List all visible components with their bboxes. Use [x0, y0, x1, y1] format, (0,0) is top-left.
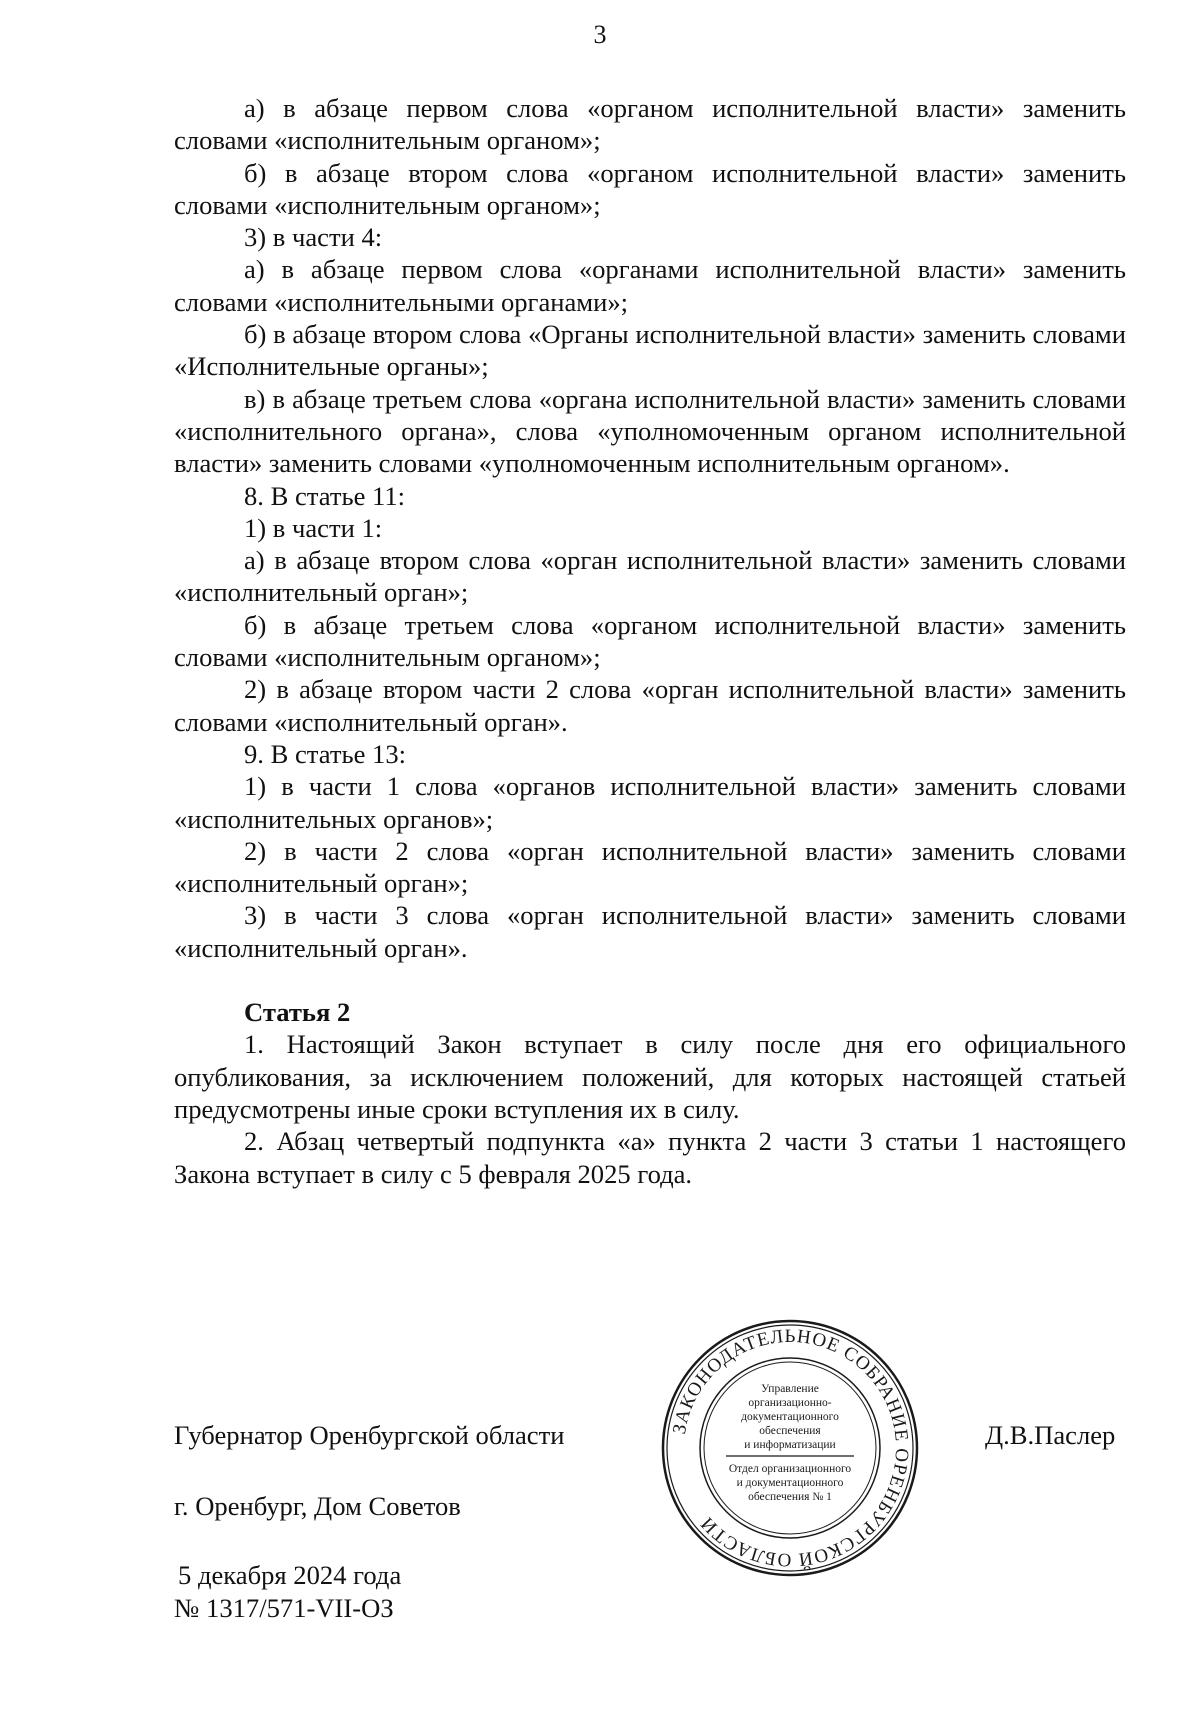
paragraph: а) в абзаце втором слова «орган исполнительной власти» заменить словами «исполнительный орган»; — [174, 545, 1126, 608]
paragraph: 1) в части 1: — [244, 512, 383, 543]
seal-outer-text: ЗАКОНОДАТЕЛЬНОЕ СОБРАНИЕ ОРЕНБУРГСКОЙ ОБЛАСТИ — [668, 1325, 913, 1571]
paragraph: 3) в части 4: — [244, 222, 383, 253]
paragraph: 2) в части 2 слова «орган исполнительной власти» заменить словами «исполнительный орган»; — [174, 835, 1126, 899]
paragraph: 2. Абзац четвертый подпункта «а» пункта 2 части 3 статьи 1 настоящего Закона вступает в силу с 5 февраля 2025 года. — [174, 1126, 1126, 1189]
signatory-name: Д.В.Паслер — [985, 1420, 1116, 1450]
page-number: 3 — [593, 20, 607, 49]
paragraph: б) в абзаце втором слова «Органы исполнительной власти» заменить словами «Исполнительные органы»; — [174, 319, 1126, 382]
paragraph: а) в абзаце первом слова «органом исполнительной власти» заменить словами «исполнительным органом»; — [174, 93, 1126, 156]
seal-inner-line: Управление — [761, 1383, 819, 1395]
law-number: № 1317/571-VII-ОЗ — [174, 1593, 394, 1623]
paragraph: 1) в части 1 слова «органов исполнительной власти» заменить словами «исполнительных органов»; — [174, 771, 1126, 834]
official-seal — [660, 1318, 920, 1578]
paragraph: 2) в абзаце втором части 2 слова «орган исполнительной власти» заменить словами «исполнительный орган». — [174, 674, 1126, 737]
paragraph: в) в абзаце третьем слова «органа исполнительной власти» заменить словами «исполнительного органа», слова «уполномоченным органом исполнительной власти» заменить словами «уполномоченным исполнительным органом». — [174, 383, 1126, 479]
seal-inner-line: и информатизации — [744, 1439, 836, 1451]
paragraph: б) в абзаце третьем слова «органом исполнительной власти» заменить словами «исполнительным органом»; — [174, 609, 1126, 673]
seal-inner-line: и документационного — [736, 1477, 844, 1489]
article-heading: Статья 2 — [244, 997, 351, 1028]
seal-inner-line: организационно- — [748, 1397, 832, 1409]
signing-date: 5 декабря 2024 года — [178, 1560, 402, 1590]
paragraph: а) в абзаце первом слова «органами исполнительной власти» заменить словами «исполнительными органами»; — [174, 254, 1126, 317]
seal-inner-line: документационного — [741, 1411, 839, 1423]
paragraph: 1. Настоящий Закон вступает в силу после дня его официального опубликования, за исключением положений, для которых настоящей статьей предусмотрены иные сроки вступления их в силу. — [174, 1029, 1126, 1124]
paragraph: 3) в части 3 слова «орган исполнительной власти» заменить словами «исполнительный орган». — [174, 900, 1126, 963]
paragraph: б) в абзаце втором слова «органом исполнительной власти» заменить словами «исполнительным органом»; — [174, 157, 1126, 220]
seal-inner-line: Отдел организационного — [728, 1463, 852, 1475]
paragraph: 9. В статье 13: — [244, 738, 407, 769]
seal-inner-line: обеспечения № 1 — [748, 1491, 832, 1503]
seal-inner-line: обеспечения — [759, 1425, 821, 1437]
paragraph: 8. В статье 11: — [244, 480, 406, 511]
signing-place: г. Оренбург, Дом Советов — [174, 1491, 461, 1521]
document-body — [174, 92, 1126, 1190]
signatory-position: Губернатор Оренбургской области — [174, 1420, 565, 1450]
